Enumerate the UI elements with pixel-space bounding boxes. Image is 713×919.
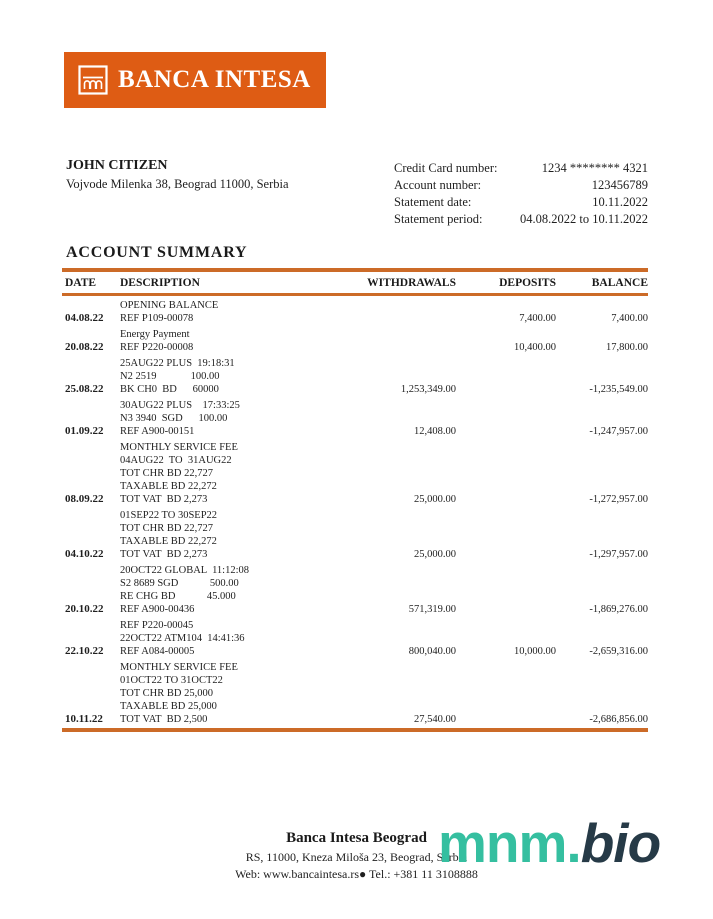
- statement-period-label: Statement period:: [394, 212, 483, 226]
- txn-balance: -1,869,276.00: [589, 604, 648, 615]
- transaction-description-line: S2 8689 SGD 500.00: [120, 578, 239, 589]
- mnm-bio-watermark: [438, 812, 661, 874]
- txn-balance: 7,400.00: [611, 313, 648, 324]
- txn-date: 04.10.22: [65, 548, 104, 560]
- txn-balance: -1,247,957.00: [589, 426, 648, 437]
- txn-date: 20.08.22: [65, 341, 104, 353]
- txn-deposits: 10,000.00: [514, 646, 556, 657]
- watermark-secondary: bio: [580, 812, 661, 874]
- transaction-row: [62, 509, 648, 561]
- transaction-description-line: OPENING BALANCE: [120, 300, 219, 311]
- txn-withdrawals: 25,000.00: [414, 549, 456, 560]
- transaction-row: [62, 399, 648, 438]
- txn-description: [120, 509, 352, 561]
- txn-description: [120, 661, 352, 726]
- statement-period-value: 04.08.2022 to 10.11.2022: [519, 212, 648, 226]
- watermark-primary: mnm.: [438, 812, 581, 874]
- txn-balance: -2,686,856.00: [589, 714, 648, 725]
- transaction-description-line: Energy Payment: [120, 329, 190, 340]
- txn-balance: -2,659,316.00: [589, 646, 648, 657]
- txn-withdrawals: 800,040.00: [408, 646, 456, 657]
- transaction-description-line: REF A900-00436: [120, 604, 195, 615]
- info-row-credit-card: [394, 160, 648, 177]
- transaction-description-line: REF P220-00045: [120, 620, 194, 631]
- txn-date: 20.10.22: [65, 603, 104, 615]
- account-number-value: 123456789: [591, 178, 648, 192]
- table-header-rule: [62, 293, 648, 296]
- txn-date: 22.10.22: [65, 645, 104, 657]
- statement-info: [394, 160, 648, 228]
- transaction-description-line: TOT VAT BD 2,273: [120, 494, 208, 505]
- transactions: [62, 299, 648, 728]
- txn-withdrawals: 571,319.00: [408, 604, 456, 615]
- header-description: DESCRIPTION: [120, 277, 200, 289]
- header-withdrawals: WITHDRAWALS: [367, 277, 456, 289]
- customer-block: [66, 158, 289, 192]
- header-balance: BALANCE: [591, 277, 648, 289]
- info-row-account-number: [394, 177, 648, 194]
- transaction-description-line: TOT CHR BD 25,000: [120, 688, 213, 699]
- transaction-description-line: TAXABLE BD 22,272: [120, 481, 217, 492]
- info-row-statement-date: [394, 194, 648, 211]
- table-header-row: [62, 272, 648, 293]
- transactions-table: [62, 268, 648, 732]
- txn-balance: -1,235,549.00: [589, 384, 648, 395]
- txn-deposits: 10,400.00: [514, 342, 556, 353]
- txn-description: [120, 399, 352, 438]
- transaction-description-line: 25AUG22 PLUS 19:18:31: [120, 358, 235, 369]
- transaction-row: [62, 661, 648, 726]
- txn-date: 08.09.22: [65, 493, 104, 505]
- transaction-row: [62, 357, 648, 396]
- transaction-description-line: REF P220-00008: [120, 342, 194, 353]
- transaction-description-line: 01OCT22 TO 31OCT22: [120, 675, 223, 686]
- txn-date: 04.08.22: [65, 312, 104, 324]
- txn-description: [120, 441, 352, 506]
- txn-description: [120, 619, 352, 658]
- info-row-statement-period: [394, 211, 648, 228]
- txn-description: [120, 328, 352, 354]
- txn-balance: -1,297,957.00: [589, 549, 648, 560]
- customer-name: JOHN CITIZEN: [66, 158, 168, 173]
- transaction-row: [62, 299, 648, 325]
- txn-withdrawals: 27,540.00: [414, 714, 456, 725]
- bank-logo: [64, 52, 326, 108]
- statement-date-label: Statement date:: [394, 195, 472, 209]
- txn-description: [120, 564, 352, 616]
- transaction-row: [62, 441, 648, 506]
- txn-description: [120, 299, 352, 325]
- header-deposits: DEPOSITS: [499, 277, 556, 289]
- table-bottom-rule: [62, 728, 648, 732]
- transaction-description-line: 01SEP22 TO 30SEP22: [120, 510, 218, 521]
- txn-date: 10.11.22: [65, 713, 103, 725]
- transaction-description-line: MONTHLY SERVICE FEE: [120, 662, 238, 673]
- transaction-description-line: N2 2519 100.00: [120, 371, 220, 382]
- transaction-description-line: REF A084-00005: [120, 646, 195, 657]
- transaction-description-line: TOT CHR BD 22,727: [120, 468, 213, 479]
- header-date: DATE: [65, 277, 97, 289]
- transaction-description-line: N3 3940 SGD 100.00: [120, 413, 228, 424]
- txn-balance: 17,800.00: [606, 342, 648, 353]
- transaction-description-line: BK CH0 BD 60000: [120, 384, 219, 395]
- footer-contact: Web: www.bancaintesa.rs● Tel.: +381 11 3108888: [235, 867, 478, 881]
- bank-logo-text: BANCA INTESA: [118, 66, 311, 93]
- transaction-description-line: TOT VAT BD 2,273: [120, 549, 208, 560]
- txn-withdrawals: 1,253,349.00: [400, 384, 456, 395]
- transaction-description-line: TAXABLE BD 25,000: [120, 701, 217, 712]
- txn-balance: -1,272,957.00: [589, 494, 648, 505]
- transaction-description-line: MONTHLY SERVICE FEE: [120, 442, 238, 453]
- credit-card-label: Credit Card number:: [394, 161, 498, 175]
- account-summary-title: ACCOUNT SUMMARY: [66, 244, 248, 261]
- transaction-description-line: 04AUG22 TO 31AUG22: [120, 455, 232, 466]
- footer-bank-name: Banca Intesa Beograd: [286, 830, 427, 846]
- txn-withdrawals: 12,408.00: [414, 426, 456, 437]
- banca-intesa-arches-icon: [78, 65, 108, 95]
- footer-address: RS, 11000, Kneza Miloša 23, Beograd, Serbia: [245, 850, 468, 864]
- txn-date: 01.09.22: [65, 425, 104, 437]
- credit-card-value: 1234 ******** 4321: [541, 161, 648, 175]
- transaction-description-line: 30AUG22 PLUS 17:33:25: [120, 400, 240, 411]
- transaction-description-line: TOT VAT BD 2,500: [120, 714, 208, 725]
- account-number-label: Account number:: [394, 178, 482, 192]
- transaction-row: [62, 328, 648, 354]
- transaction-row: [62, 619, 648, 658]
- txn-date: 25.08.22: [65, 383, 104, 395]
- customer-address: Vojvode Milenka 38, Beograd 11000, Serbia: [66, 177, 289, 191]
- txn-withdrawals: 25,000.00: [414, 494, 456, 505]
- transaction-row: [62, 564, 648, 616]
- transaction-description-line: TOT CHR BD 22,727: [120, 523, 213, 534]
- txn-deposits: 7,400.00: [519, 313, 556, 324]
- transaction-description-line: REF A900-00151: [120, 426, 195, 437]
- transaction-description-line: REF P109-00078: [120, 313, 194, 324]
- transaction-description-line: RE CHG BD 45.000: [120, 591, 236, 602]
- transaction-description-line: 22OCT22 ATM104 14:41:36: [120, 633, 245, 644]
- statement-date-value: 10.11.2022: [592, 195, 648, 209]
- txn-description: [120, 357, 352, 396]
- transaction-description-line: 20OCT22 GLOBAL 11:12:08: [120, 565, 250, 576]
- transaction-description-line: TAXABLE BD 22,272: [120, 536, 217, 547]
